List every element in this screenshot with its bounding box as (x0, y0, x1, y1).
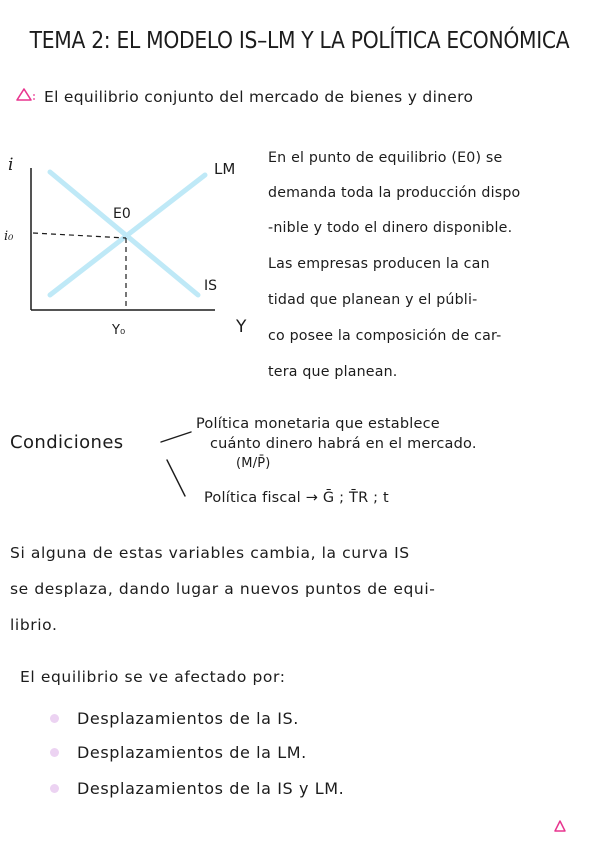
bullet-dot-icon (50, 784, 59, 793)
fiscal-policy-line: Política fiscal → Ḡ ; T̄R ; t (204, 490, 389, 506)
y-tick-label: i₀ (4, 229, 14, 244)
explanation-line: En el punto de equilibrio (E0) se (268, 150, 503, 166)
bullet-text: Desplazamientos de la LM. (77, 743, 307, 762)
explanation-line: tera que planean. (268, 364, 398, 380)
conditions-brace (155, 420, 195, 500)
monetary-policy-line2: cuánto dinero habrá en el mercado. (210, 436, 477, 452)
shift-paragraph-line: se desplaza, dando lugar a nuevos puntos de equi- (10, 580, 436, 598)
page-title: TEMA 2: EL MODELO IS–LM Y LA POLÍTICA ECONÓMICA (29, 28, 570, 54)
list-item (50, 742, 307, 762)
list-item (50, 778, 344, 798)
explanation-line: -nible y todo el dinero disponible. (268, 220, 513, 236)
explanation-line: Las empresas producen la can (268, 256, 490, 272)
shift-paragraph-line: Si alguna de estas variables cambia, la curva IS (10, 544, 410, 562)
i0-guide (33, 233, 126, 238)
conditions-label: Condiciones (10, 432, 124, 453)
x-tick-label: Y₀ (112, 323, 126, 338)
explanation-line: co posee la composición de car- (268, 328, 502, 344)
triangle-marker-icon (14, 86, 36, 104)
equilibrium-label: E0 (113, 206, 131, 222)
bullet-text: Desplazamientos de la IS. (77, 709, 299, 728)
bullet-dot-icon (50, 714, 59, 723)
y-axis-label: i (8, 155, 14, 175)
triangle-marker-icon (552, 818, 568, 834)
is-label: IS (204, 278, 218, 294)
explanation-line: tidad que planean y el públi- (268, 292, 478, 308)
bullet-text: Desplazamientos de la IS y LM. (77, 779, 345, 798)
monetary-policy-note: (M/P̄) (236, 456, 271, 471)
equilibrium-affected-heading: El equilibrio se ve afectado por: (20, 668, 286, 686)
x-axis-label: Y (236, 317, 247, 337)
lm-label: LM (214, 160, 236, 178)
monetary-policy-line1: Política monetaria que establece (196, 416, 440, 432)
is-lm-graph (0, 140, 262, 340)
explanation-line: demanda toda la producción dispo (268, 185, 521, 201)
bullet-dot-icon (50, 748, 59, 757)
section-heading: El equilibrio conjunto del mercado de bienes y dinero (44, 88, 474, 106)
list-item (50, 708, 299, 728)
shift-paragraph-line: librio. (10, 616, 58, 634)
